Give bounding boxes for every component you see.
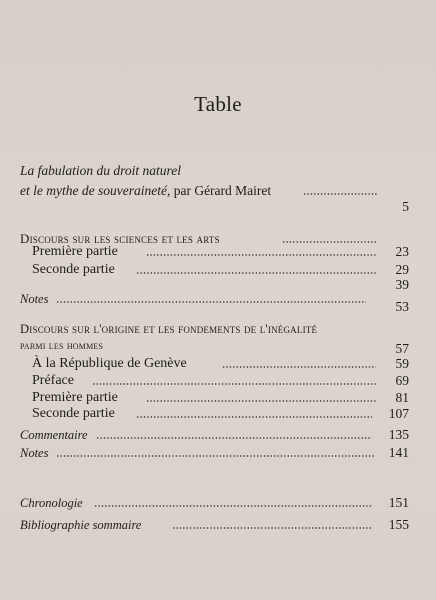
dot-leader <box>146 400 376 402</box>
toc-label: Chronologie <box>20 496 83 510</box>
toc-page-number: 155 <box>388 517 409 532</box>
toc-page-number: 69 <box>395 373 409 388</box>
dot-leader <box>56 455 374 457</box>
toc-page-number: 151 <box>388 495 409 510</box>
toc-page-number: 141 <box>388 445 409 460</box>
toc-page-number: 29 <box>395 262 409 277</box>
toc-entry <box>0 405 436 423</box>
toc-page-number: 57 <box>395 341 409 356</box>
toc-label-italic: et le mythe de souveraineté, <box>20 183 171 198</box>
toc-label: Commentaire <box>20 428 88 442</box>
toc-page-number: 23 <box>395 244 409 259</box>
dot-leader <box>172 527 372 529</box>
toc-entry-notes <box>0 444 436 462</box>
toc-page-number: 39 <box>395 277 409 292</box>
dot-leader <box>136 272 376 274</box>
toc-page-number: 5 <box>402 199 409 214</box>
toc-label-author: par Gérard Mairet <box>170 183 272 198</box>
toc-page-number: 53 <box>395 299 409 314</box>
toc-label: La fabulation du droit naturel <box>20 163 182 178</box>
toc-entry-intro-line1 <box>0 162 436 180</box>
toc-label: À la République de Genève <box>32 356 187 371</box>
toc-section-heading: Discours sur les sciences et les arts <box>20 231 220 246</box>
dot-leader <box>92 383 376 385</box>
toc-label: Notes <box>20 446 49 460</box>
toc-entry <box>0 372 436 390</box>
toc-label: Seconde partie <box>32 406 115 421</box>
toc-label: Notes <box>20 292 49 306</box>
toc-entry-commentaire <box>0 426 436 444</box>
dot-leader <box>94 505 372 507</box>
toc-label: Bibliographie sommaire <box>20 518 142 532</box>
toc-entry-intro-page <box>0 198 436 216</box>
toc-label: Première partie <box>32 390 118 405</box>
dot-leader <box>222 366 376 368</box>
dot-leader <box>136 416 372 418</box>
dot-leader <box>96 437 372 439</box>
toc-page-number: 135 <box>388 427 409 442</box>
toc-entry-bibliographie <box>0 516 436 534</box>
dot-leader <box>146 254 376 256</box>
toc-page-number: 59 <box>395 356 409 371</box>
toc-label: Seconde partie <box>32 262 115 277</box>
page-title: Table <box>194 92 242 116</box>
toc-entry <box>0 355 436 373</box>
dot-leader <box>303 193 377 195</box>
toc-entry <box>0 243 436 261</box>
toc-page-number: 81 <box>395 390 409 405</box>
toc-label: Première partie <box>32 244 118 259</box>
toc-entry-chronologie <box>0 494 436 512</box>
toc-page-number: 107 <box>388 406 409 421</box>
toc-section-heading: parmi les hommes <box>20 338 104 352</box>
toc-entry <box>0 298 436 316</box>
toc-section-heading: Discours sur l'origine et les fondements de l'inégalité <box>20 322 318 336</box>
toc-label: Préface <box>32 373 74 388</box>
